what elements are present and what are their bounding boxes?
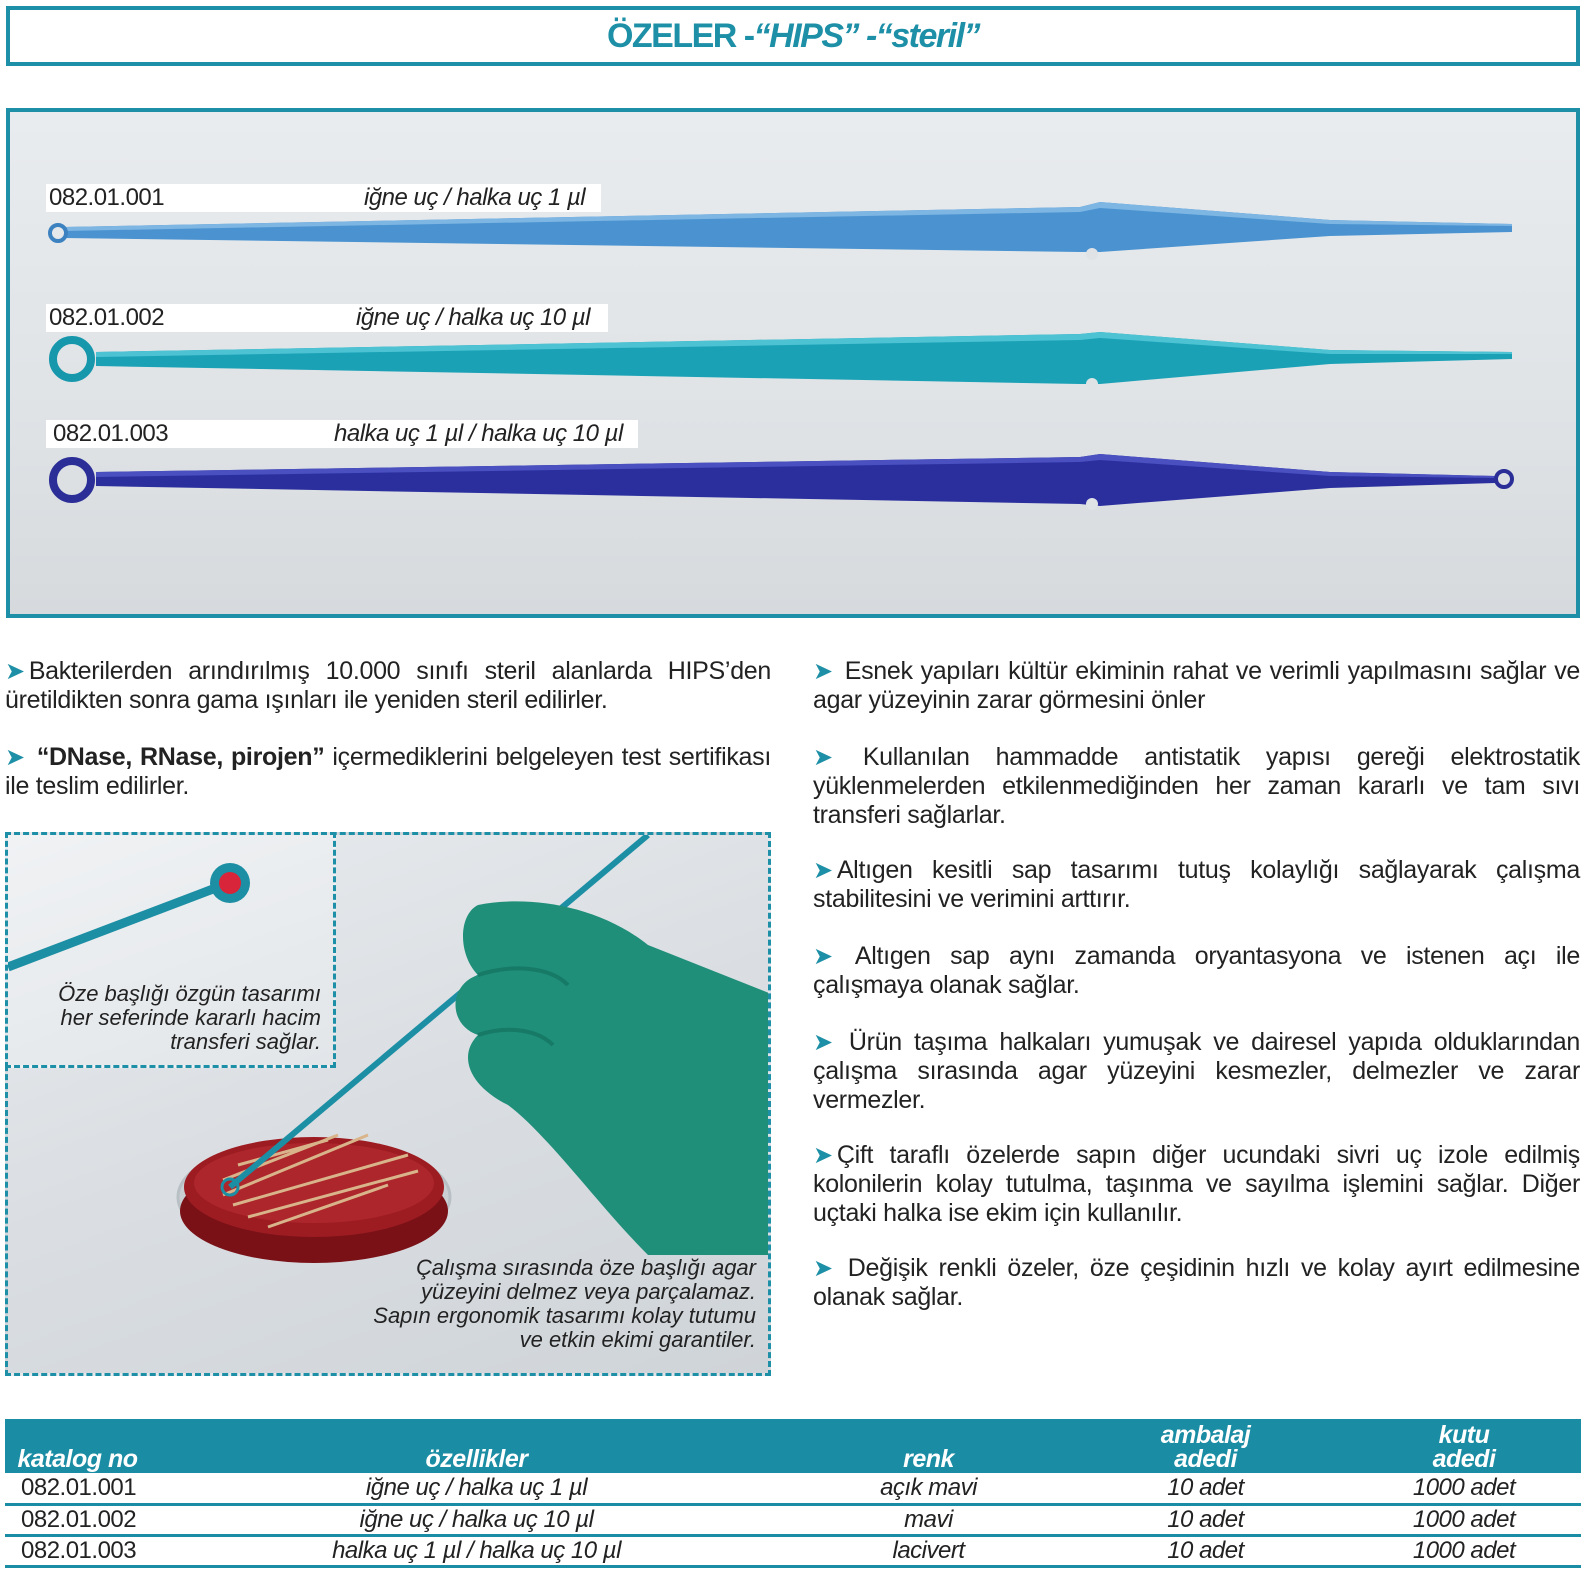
loop-label-1 <box>46 184 601 212</box>
header-ambalaj-adedi: ambalaj adedi <box>1064 1419 1347 1473</box>
right-paragraph-6 <box>813 1141 1580 1228</box>
arrow-bullet-icon: ➤ <box>813 1142 833 1169</box>
product-table <box>5 1419 1581 1568</box>
arrow-bullet-icon: ➤ <box>5 744 25 771</box>
right-paragraph-text: Ürün taşıma halkaları yumuşak ve dairesel yapıda olduklarından çalışma sırasında agar yüzeyini kesmezler, delmezler ve zarar vermezler. <box>813 1028 1580 1114</box>
loop-label-3 <box>46 420 638 448</box>
left-paragraph-2 <box>5 743 771 801</box>
cell-renk: lacivert <box>793 1535 1064 1566</box>
table-header-row <box>5 1419 1581 1473</box>
header-renk: renk <box>793 1419 1064 1473</box>
cell-code: 082.01.001 <box>5 1473 160 1504</box>
cell-ambalaj: 10 adet <box>1064 1535 1347 1566</box>
arrow-bullet-icon: ➤ <box>813 1029 833 1056</box>
page-title <box>6 6 1580 66</box>
zoom-caption-line: transferi sağlar. <box>170 1029 321 1054</box>
right-paragraph-1 <box>813 657 1580 715</box>
title-steril: “steril” <box>875 16 980 55</box>
loop-082-01-003 <box>53 454 1512 510</box>
loop-code-3: 082.01.003 <box>53 420 169 447</box>
zoom-caption-line: Öze başlığı özgün tasarımı <box>58 981 321 1006</box>
loop-082-01-002 <box>53 332 1512 390</box>
title-main: ÖZELER - <box>606 16 754 55</box>
cell-code: 082.01.003 <box>5 1535 160 1566</box>
cell-kutu: 1000 adet <box>1347 1535 1581 1566</box>
header-ozellikler: özellikler <box>160 1419 793 1473</box>
left-paragraph-1 <box>5 657 771 715</box>
right-paragraph-3 <box>813 856 1580 914</box>
left-paragraph-1-text: Bakterilerden arındırılmış 10.000 sınıfı steril alanlarda HIPS’den üretildikten sonra gama ışınları ile yeniden steril edilirler. <box>5 657 771 714</box>
cell-code: 082.01.002 <box>5 1504 160 1535</box>
arrow-bullet-icon: ➤ <box>813 744 833 771</box>
right-paragraph-text: Çift taraflı özelerde sapın diğer ucundaki sivri uç izole edilmiş kolonilerin kolay tutulma, taşınma ve sayılma işlemini sağlar. Diğer uçtaki halka ise ekim için kullanılır. <box>813 1141 1580 1227</box>
cell-desc: halka uç 1 µl / halka uç 10 µl <box>160 1535 793 1566</box>
right-paragraph-text: Değişik renkli özeler, öze çeşidinin hızlı ve kolay ayırt edilmesine olanak sağlar. <box>813 1254 1580 1311</box>
cell-renk: mavi <box>793 1504 1064 1535</box>
cell-desc: iğne uç / halka uç 1 µl <box>160 1473 793 1504</box>
loop-label-2 <box>46 304 608 332</box>
left-paragraph-2-text: içermediklerini belgeleyen test sertifikası ile teslim edilirler. <box>5 743 771 800</box>
right-paragraph-text: Altıgen sap aynı zamanda oryantasyona ve istenen açı ile çalışmaya olanak sağlar. <box>813 942 1580 999</box>
title-hips: “HIPS” - <box>753 16 876 55</box>
right-paragraph-7 <box>813 1254 1580 1312</box>
table-row <box>5 1473 1581 1504</box>
product-photo <box>6 108 1580 618</box>
usage-caption-line: yüzeyini delmez veya parçalamaz. <box>420 1279 756 1304</box>
loop-code-1: 082.01.001 <box>49 184 165 211</box>
loop-code-2: 082.01.002 <box>49 304 165 331</box>
cell-ambalaj: 10 adet <box>1064 1504 1347 1535</box>
right-paragraph-text: Altıgen kesitli sap tasarımı tutuş kolaylığı sağlayarak çalışma stabilitesini ve verimini arttırır. <box>813 856 1580 913</box>
left-paragraph-2-bold: “DNase, RNase, pirojen” <box>36 743 325 771</box>
loop-desc-1: iğne uç / halka uç 1 µl <box>364 184 586 211</box>
right-paragraph-5 <box>813 1028 1580 1115</box>
arrow-bullet-icon: ➤ <box>813 943 833 970</box>
header-katalog-no: katalog no <box>5 1419 160 1473</box>
zoom-caption <box>12 982 321 1054</box>
usage-caption-line: Çalışma sırasında öze başlığı agar <box>416 1255 756 1280</box>
right-paragraph-4 <box>813 942 1580 1000</box>
table-row <box>5 1504 1581 1535</box>
arrow-bullet-icon: ➤ <box>813 857 833 884</box>
loop-desc-3: halka uç 1 µl / halka uç 10 µl <box>334 420 623 447</box>
cell-renk: açık mavi <box>793 1473 1064 1504</box>
table-row <box>5 1535 1581 1566</box>
loop-desc-2: iğne uç / halka uç 10 µl <box>356 304 590 331</box>
zoom-caption-line: her seferinde kararlı hacim <box>60 1005 321 1030</box>
cell-desc: iğne uç / halka uç 10 µl <box>160 1504 793 1535</box>
cell-kutu: 1000 adet <box>1347 1473 1581 1504</box>
right-paragraph-text: Esnek yapıları kültür ekiminin rahat ve verimli yapılmasını sağlar ve agar yüzeyinin zarar görmesini önler <box>813 657 1580 714</box>
header-kutu-adedi: kutu adedi <box>1347 1419 1581 1473</box>
arrow-bullet-icon: ➤ <box>813 658 833 685</box>
cell-ambalaj: 10 adet <box>1064 1473 1347 1504</box>
usage-caption <box>300 1256 756 1352</box>
usage-caption-line: ve etkin ekimi garantiler. <box>519 1327 756 1352</box>
usage-caption-line: Sapın ergonomik tasarımı kolay tutumu <box>373 1303 756 1328</box>
arrow-bullet-icon: ➤ <box>5 658 25 685</box>
right-paragraph-2 <box>813 743 1580 830</box>
arrow-bullet-icon: ➤ <box>813 1255 833 1282</box>
right-paragraph-text: Kullanılan hammadde antistatik yapısı gereği elektrostatik yüklenmelerden etkilenmediğinden her zaman kararlı ve tam sıvı transferi sağlarlar. <box>813 743 1580 829</box>
cell-kutu: 1000 adet <box>1347 1504 1581 1535</box>
